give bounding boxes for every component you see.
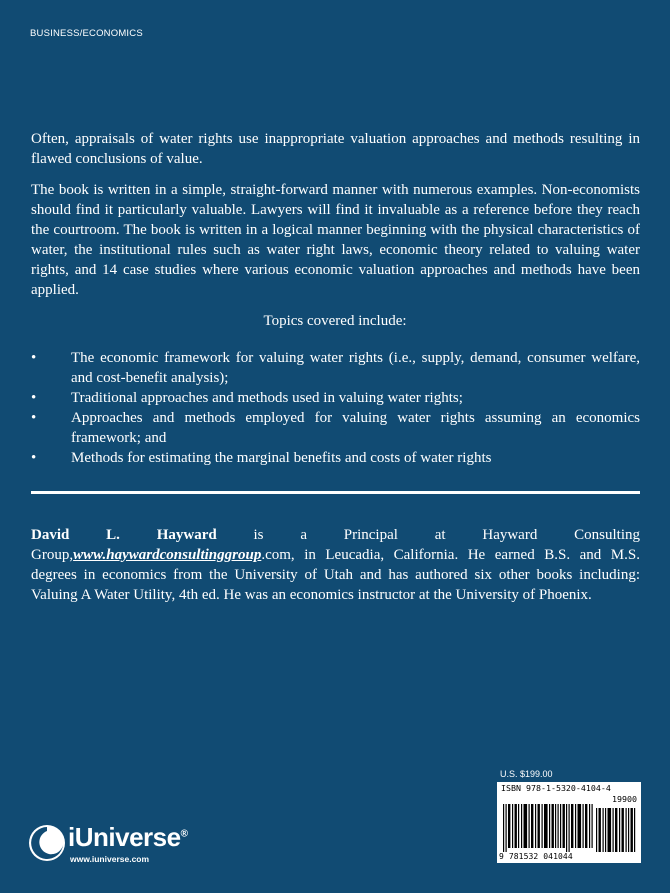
- publisher-logo: [28, 822, 218, 872]
- isbn-text: ISBN 978-1-5320-4104-4: [501, 783, 611, 793]
- bullet-icon: •: [31, 350, 37, 366]
- topic-item: • The economic framework for valuing water rights (i.e., supply, demand, consumer welfare, and cost-benefit analysis);: [31, 350, 640, 386]
- publisher-name: iUniverse®: [68, 822, 188, 852]
- topics-heading: Topics covered include:: [263, 313, 407, 329]
- price-label: U.S. $199.00: [500, 769, 553, 779]
- publisher-url: www.iuniverse.com: [70, 854, 150, 864]
- bullet-icon: •: [31, 390, 37, 406]
- author-name: David L. Hayward: [31, 527, 217, 543]
- bullet-icon: •: [31, 450, 37, 466]
- topics-list: [31, 348, 640, 468]
- description-paragraph-1: Often, appraisals of water rights use inappropriate valuation approaches and methods resulting in flawed conclusions of value.: [31, 131, 640, 167]
- registered-mark: ®: [180, 828, 188, 840]
- iuniverse-swirl-icon: [28, 824, 66, 862]
- barcode-digits: 9 781532 041044: [499, 852, 573, 861]
- isbn-barcode: [497, 782, 641, 863]
- topic-item: • Methods for estimating the marginal benefits and costs of water rights: [31, 450, 492, 466]
- category-label: BUSINESS/ECONOMICS: [30, 28, 143, 39]
- topic-item: • Traditional approaches and methods used in valuing water rights;: [31, 390, 463, 406]
- section-divider: [31, 491, 640, 494]
- description-paragraph-2: The book is written in a simple, straight-forward manner with numerous examples. Non-economists should find it particularly valuable. Lawyers will find it invaluable as a reference before they reach the courtroom. The book is written in a logical manner beginning with the physical characteristics of water, the institutional rules such as water right laws, economic theory related to valuing water rights, and 14 case studies where various economic valuation approaches and methods have been applied.: [31, 182, 640, 298]
- price-barcode-bars-icon: [595, 804, 637, 852]
- price-code: 19900: [612, 794, 637, 804]
- author-website-link[interactable]: www.haywardconsultinggroup: [73, 547, 262, 563]
- bullet-icon: •: [31, 410, 37, 426]
- author-bio: David L. Hayward is a Principal at Hayward Consulting Group,www.haywardconsultinggroup.com, in Leucadia, California. He earned B.S. and M.S. degrees in economics from the University of Utah and has authored six other books including: Valuing A Water Utility, 4th ed. He was an economics instructor at the University of Phoenix.: [31, 527, 640, 603]
- topic-item: • Approaches and methods employed for valuing water rights assuming an economics framework; and: [31, 410, 640, 446]
